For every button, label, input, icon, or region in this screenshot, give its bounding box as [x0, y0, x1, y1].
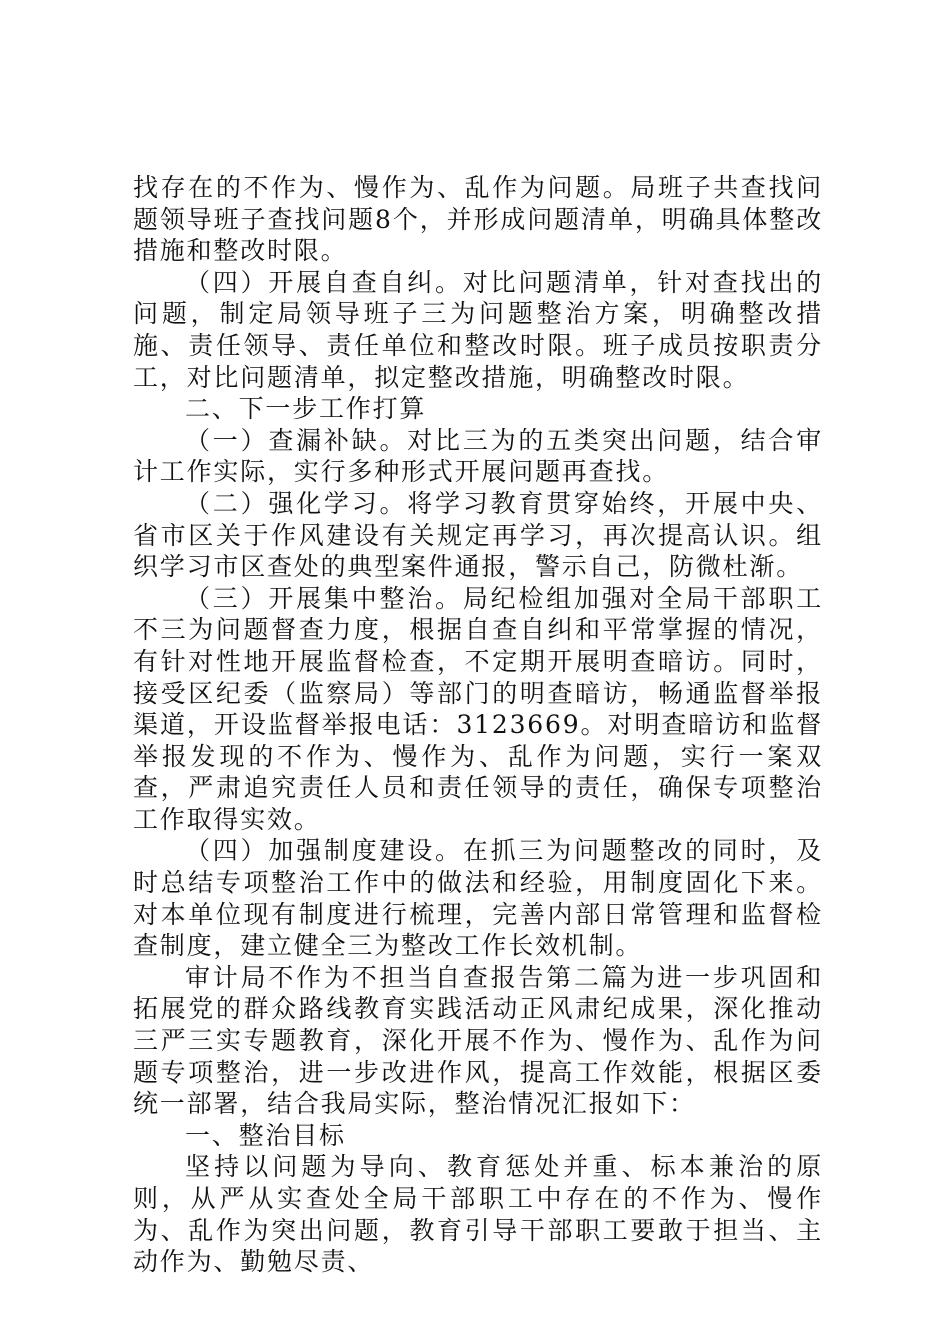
- paragraph-7: （四）加强制度建设。在抓三为问题整改的同时，及时总结专项整治工作中的做法和经验，用制度固化下来。对本单位现有制度进行梳理，完善内部日常管理和监督检查制度，建立健全三为整改工作长效机制。: [133, 836, 823, 961]
- paragraph-6: （三）开展集中整治。局纪检组加强对全局干部职工不三为问题督查力度，根据自查自纠和平常掌握的情况，有针对性地开展监督检查，不定期开展明查暗访。同时，接受区纪委（监察局）等部门的明查暗访，畅通监督举报渠道，开设监督举报电话：3123669。对明查暗访和监督举报发现的不作为、慢作为、乱作为问题，实行一案双查，严肃追究责任人员和责任领导的责任，确保专项整治工作取得实效。: [133, 583, 823, 834]
- paragraph-8: 审计局不作为不担当自查报告第二篇为进一步巩固和拓展党的群众路线教育实践活动正风肃纪成果，深化推动三严三实专题教育，深化开展不作为、慢作为、乱作为问题专项整治，进一步改进作风，提高工作效能，根据区委统一部署，结合我局实际，整治情况汇报如下：: [133, 962, 823, 1119]
- document-body: [133, 172, 823, 1278]
- paragraph-5: （二）强化学习。将学习教育贯穿始终，开展中央、省市区关于作风建设有关规定再学习，再次提高认识。组织学习市区查处的典型案件通报，警示自己，防微杜渐。: [133, 488, 823, 582]
- section-heading-goals: 一、整治目标: [185, 1120, 346, 1150]
- section-heading-next-steps: 二、下一步工作打算: [185, 394, 427, 424]
- paragraph-2: （四）开展自查自纠。对比问题清单，针对查找出的问题，制定局领导班子三为问题整治方案，明确整改措施、责任领导、责任单位和整改时限。班子成员按职责分工，对比问题清单，拟定整改措施，明确整改时限。: [133, 267, 823, 392]
- paragraph-1: 找存在的不作为、慢作为、乱作为问题。局班子共查找问题领导班子查找问题8个，并形成问题清单，明确具体整改措施和整改时限。: [133, 173, 823, 266]
- paragraph-4: （一）查漏补缺。对比三为的五类突出问题，结合审计工作实际，实行多种形式开展问题再查找。: [133, 425, 823, 487]
- paragraph-10: 坚持以问题为导向、教育惩处并重、标本兼治的原则，从严从实查处全局干部职工中存在的不作为、慢作为、乱作为突出问题，教育引导干部职工要敢于担当、主动作为、勤勉尽责、: [133, 1152, 823, 1277]
